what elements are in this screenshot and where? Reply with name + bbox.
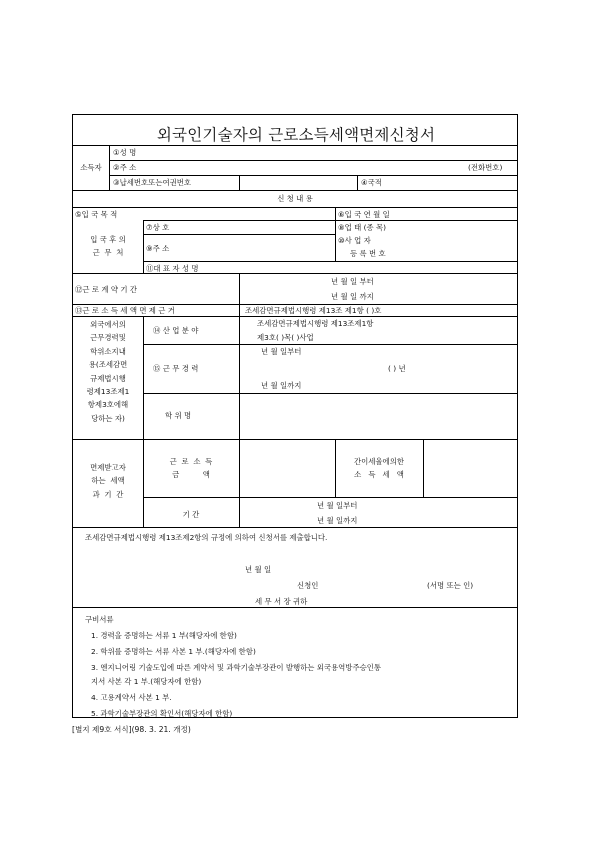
- divider: [143, 393, 517, 394]
- divider: [239, 316, 240, 527]
- divider: [143, 316, 144, 527]
- career-from: 년 월 일부터: [261, 347, 302, 356]
- entry-purpose-label: ⑤입 국 목 적: [75, 210, 118, 219]
- industry-label: ⑭ 산 업 분 야: [153, 326, 199, 335]
- declaration-text: 조세감면규제법시행령 제13조제2항의 규정에 의하여 신청서를 제출합니다.: [85, 533, 328, 542]
- document-item: 지서 사본 각 1 부.(해당자에 한함): [91, 677, 202, 686]
- sign-note: (서명 또는 인): [427, 581, 474, 590]
- divider: [73, 145, 517, 146]
- documents-header: 구비서류: [85, 615, 114, 624]
- income-amount-label: 근 로 소 득 금 액: [169, 457, 213, 480]
- document-item: 1. 경력을 증명하는 서류 1 부(해당자에 한함): [91, 631, 237, 640]
- document-item: 4. 고용계약서 사본 1 부.: [91, 693, 172, 702]
- contract-to: 년 월 일 까지: [331, 292, 374, 301]
- biz-reg-label: ⑩사 업 자: [338, 236, 371, 245]
- applicant-section-label: 소득자: [80, 163, 102, 172]
- divider: [109, 145, 110, 190]
- divider: [73, 439, 517, 440]
- divider: [73, 607, 517, 608]
- representative-label: ⑪대 표 자 성 명: [146, 264, 199, 273]
- workplace-section-label: 입 국 후 의 근 무 처: [90, 235, 126, 258]
- career-to: 년 월 일까지: [261, 381, 302, 390]
- form-title: 외국인기술자의 근로소득세액면제신청서: [156, 126, 436, 144]
- exemption-period-section-label: 면제받고자 하는 세액 과 기 간: [90, 463, 126, 499]
- period-to: 년 월 일까지: [317, 516, 358, 525]
- address-label: ②주 소: [113, 163, 137, 172]
- name-label: ①성 명: [113, 148, 137, 157]
- industry-line-2: 제3호( )목( )사업: [257, 333, 314, 342]
- career-label: ⑮ 근 무 경 력: [153, 364, 199, 373]
- divider: [143, 497, 517, 498]
- divider: [143, 344, 517, 345]
- divider: [143, 220, 517, 221]
- divider: [109, 175, 517, 176]
- divider: [143, 234, 335, 235]
- divider: [109, 160, 517, 161]
- divider: [239, 273, 240, 316]
- exemption-basis-value: 조세감면규제법시행령 제13조 제1항 ( )호: [245, 306, 382, 315]
- business-type-label: ⑧업 태 (종 목): [338, 223, 386, 232]
- phone-label: (전화번호): [468, 163, 503, 172]
- divider: [73, 207, 517, 208]
- industry-line-1: 조세감면규제법시행령 제13조제1항: [257, 319, 374, 328]
- document-item: 5. 과학기술부장관의 확인서(해당자에 한함): [91, 709, 233, 718]
- overseas-career-section-label: 외국에서의 근무경력및 학위소지내 용(조세감면 규제법시행 령제13조제1 항제3호에해 당하는 자): [86, 320, 130, 423]
- degree-label: 학 위 명: [165, 411, 192, 420]
- date-line: 년 월 일: [245, 565, 272, 574]
- simple-tax-label: 간이세율에의한 소 득 세 액: [354, 457, 404, 480]
- divider: [73, 304, 517, 305]
- divider: [73, 527, 517, 528]
- tax-id-label: ③납세번호또는여권번호: [113, 178, 192, 187]
- entry-date-label: ⑥입 국 연 월 일: [338, 210, 390, 219]
- period-from: 년 월 일부터: [317, 501, 358, 510]
- document-item: 3. 엔지니어링 기술도입에 따른 계약서 및 과학기술부장관이 발행하는 외국용역방주승인통: [91, 663, 382, 672]
- trade-name-label: ⑦상 호: [146, 223, 170, 232]
- divider: [143, 261, 517, 262]
- contract-period-label: ⑫근 로 계 약 기 간: [75, 285, 137, 294]
- divider: [335, 207, 336, 261]
- exemption-basis-label: ⑬근 로 소 득 세 액 면 제 근 거: [75, 306, 175, 315]
- divider: [423, 439, 424, 497]
- biz-reg-number-label: 등 록 번 호: [350, 249, 386, 258]
- form-footer-note: [별지 제9호 서식](98. 3. 21. 개정): [72, 725, 191, 734]
- divider: [73, 273, 517, 274]
- contract-from: 년 월 일 부터: [331, 277, 374, 286]
- divider: [357, 175, 358, 190]
- career-years: ( ) 년: [388, 364, 406, 373]
- divider: [73, 316, 517, 317]
- divider: [143, 220, 144, 273]
- period-label: 기 간: [182, 510, 200, 519]
- application-form: [72, 114, 518, 718]
- applicant-sign-label: 신청인: [297, 581, 319, 590]
- addressee: 세 무 서 장 귀하: [255, 597, 308, 606]
- document-item: 2. 학위를 증명하는 서류 사본 1 부.(해당자에 한함): [91, 647, 256, 656]
- workplace-address-label: ⑨주 소: [146, 244, 170, 253]
- divider: [239, 175, 240, 190]
- application-content-header: 신 청 내 용: [277, 194, 313, 203]
- divider: [73, 190, 517, 191]
- nationality-label: ④국적: [361, 178, 382, 187]
